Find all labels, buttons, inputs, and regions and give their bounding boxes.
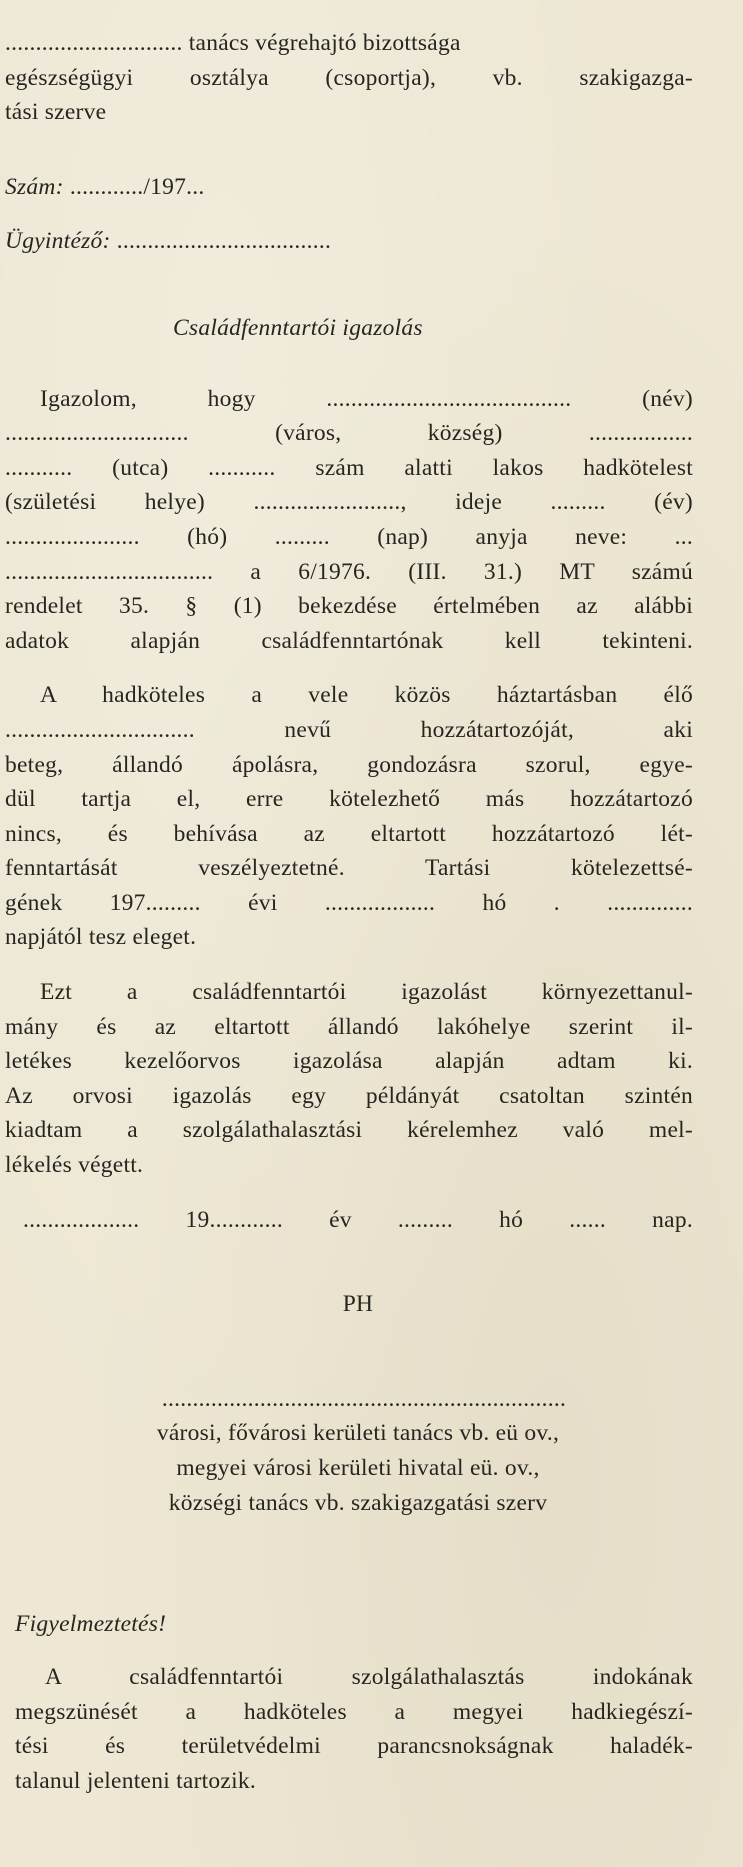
spacer [5,1521,693,1593]
case-officer-value: ................................... [110,228,332,255]
number-label: Szám: [5,173,64,200]
spacer [5,955,693,975]
paragraph-3 [5,975,693,1183]
paragraph-2-line: beteg, állandó ápolásra, gondozásra szorul, egye- [5,751,693,778]
header-line-1: ............................. tanács végrehajtó bizottsága [5,30,461,56]
paragraph-2-line: dül tartja el, erre kötelezhető más hozzátartozó [5,786,693,813]
warning-line: talanul jelenteni tartozik. [15,1767,257,1794]
paragraph-3-line: Az orvosi igazolás egy példányát csatoltan szintén [5,1082,693,1109]
spacer [5,1237,693,1277]
paragraph-1-line: Igazolom, hogy ........................................ (név) [40,385,693,412]
paragraph-2-line: fenntartását veszélyeztetné. Tartási kötelezettsé- [5,855,693,882]
paragraph-1-line: (születési helye) ........................, ideje ......... (év) [5,489,693,516]
paragraph-1-line: .................................. a 6/1976. (III. 31.) MT számú [5,558,693,585]
spacer [5,1277,693,1287]
number-field [5,170,693,205]
paragraph-2-line: nincs, és behívása az eltartott hozzátartozó lét- [5,820,693,847]
form-content [5,26,693,1798]
paragraph-2-line: napjától tesz eleget. [5,924,197,951]
authority-line: városi, fővárosi kerületi tanács vb. eü ov., [156,1420,560,1447]
spacer [5,658,693,678]
paragraph-2-line: ............................... nevű hozzátartozóját, aki [5,716,693,743]
case-officer-label: Ügyintéző: [5,228,111,255]
spacer [5,346,693,364]
warning-heading: Figyelmeztetés! [15,1611,167,1638]
spacer [5,204,693,224]
paragraph-2-line: gének 197......... évi .................. hó . .............. [5,889,693,916]
paragraph-3-line: Ezt a családfenntartói igazolást környezettanul- [40,979,693,1006]
spacer [5,259,693,311]
paragraph-2 [5,678,693,955]
stamp-placeholder: PH [342,1291,374,1318]
paragraph-1-line: ........... (utca) ........... szám alatti lakos hadkötelest [5,454,693,481]
document-title: Családfenntartói igazolás [173,314,423,341]
warning-block [5,1607,693,1798]
authority-line: megyei városi kerületi hivatal eü. ov., [176,1455,540,1482]
authority-line: községi tanács vb. szakigazgatási szerv [168,1490,548,1517]
paragraph-3-line: lékelés végett. [5,1152,144,1179]
paragraph-3-line: kiadtam a szolgálathalasztási kérelemhez való mel- [5,1117,693,1144]
spacer [5,1593,693,1607]
warning-line: tési és területvédelmi parancsnokságnak haladék- [15,1733,693,1760]
spacer [5,1374,693,1382]
paragraph-1-line: .............................. (város, község) ................. [5,420,693,447]
case-officer-field [5,224,693,259]
spacer [5,130,693,170]
paragraph-1 [5,382,693,659]
signature-line: .................................................................. [161,1385,567,1412]
spacer [5,1642,693,1660]
paragraph-3-line: letékes kezelőorvos igazolása alapján adtam ki. [5,1048,693,1075]
paragraph-1-line: rendelet 35. § (1) bekezdése értelmében az alábbi [5,593,693,620]
signature-block [5,1382,693,1522]
spacer [5,1322,693,1374]
paragraph-2-line: A hadköteles a vele közös háztartásban élő [40,682,693,709]
header-line-2: egészségügyi osztálya (csoportja), vb. szakigazga- [5,64,693,91]
warning-line: megszünését a hadköteles a megyei hadkiegészí- [15,1698,693,1725]
header-line-3: tási szerve [5,99,107,126]
paragraph-1-line: adatok alapján családfenntartónak kell tekinteni. [5,627,693,654]
date-line: ................... 19............ év ......... hó ...... nap. [23,1206,693,1233]
warning-line: A családfenntartói szolgálathalasztás indokának [45,1664,693,1690]
spacer [5,1183,693,1203]
paragraph-3-line: mány és az eltartott állandó lakóhelye szerint il- [5,1013,693,1040]
number-value: ............/197... [63,173,205,200]
paragraph-1-line: ...................... (hó) ......... (nap) anyja neve: ... [5,523,693,550]
spacer [5,364,693,382]
header-block [5,26,693,130]
